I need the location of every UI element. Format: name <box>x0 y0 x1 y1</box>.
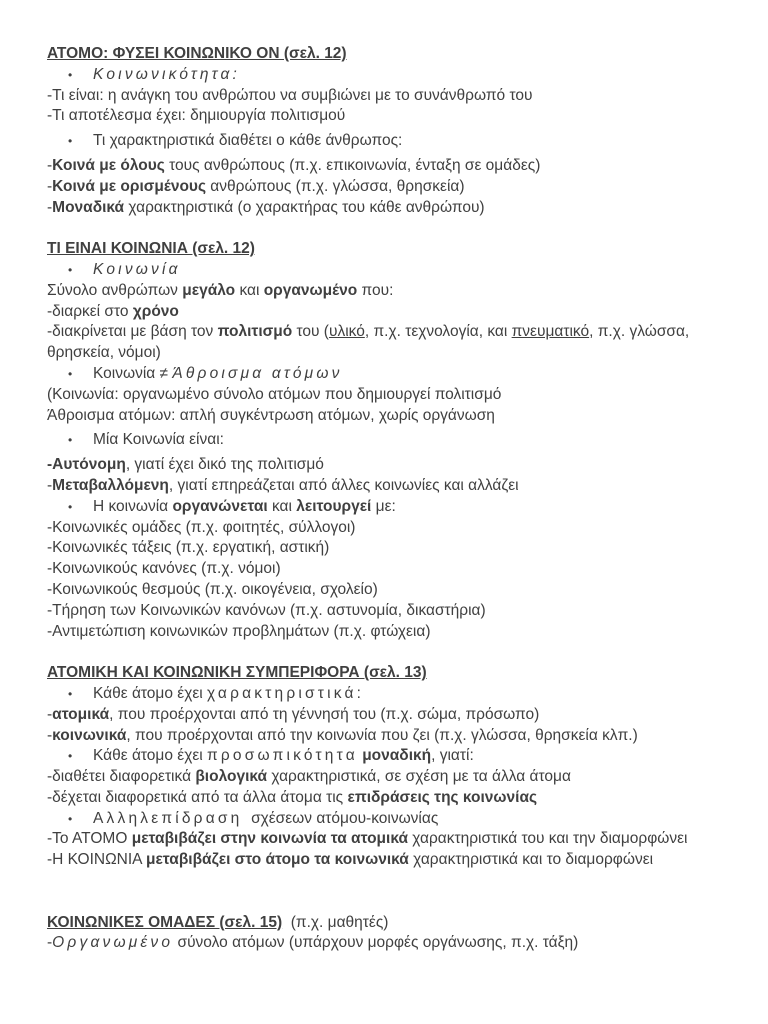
text-line: -Μεταβαλλόμενη, γιατί επηρεάζεται από άλλες κοινωνίες και αλλάζει <box>47 476 519 494</box>
text-line: -Κοινά με ορισμένους ανθρώπους (π.χ. γλώσσα, θρησκεία) <box>47 177 465 195</box>
text-line: -ατομικά, που προέρχονται από τη γέννησή του (π.χ. σώμα, πρόσωπο) <box>47 705 540 723</box>
section-4 <box>47 913 727 934</box>
text-line: -κοινωνικά, που προέρχονται από την κοινωνία που ζει (π.χ. γλώσσα, θρησκεία κλπ.) <box>47 726 638 744</box>
bullet-item: • Τι χαρακτηριστικά διαθέτει ο κάθε άνθρωπος: <box>47 131 727 152</box>
text-line: -διαρκεί στο χρόνο <box>47 302 179 320</box>
text-line: -διαθέτει διαφορετικά βιολογικά χαρακτηριστικά, σε σχέση με τα άλλα άτομα <box>47 768 571 786</box>
bullet-item: • Αλληλεπίδραση σχέσεων ατόμου-κοινωνίας <box>47 809 727 830</box>
list-item: -Κοινωνικούς κανόνες (π.χ. νόμοι) <box>47 560 281 578</box>
list-item: -Κοινωνικούς θεσμούς (π.χ. οικογένεια, σχολείο) <box>47 580 378 598</box>
text-line: -Τι αποτέλεσμα έχει: δημιουργία πολιτισμού <box>47 107 346 125</box>
section-1 <box>47 44 727 65</box>
section-heading: ΚΟΙΝΩΝΙΚΕΣ ΟΜΑΔΕΣ (σελ. 15) <box>47 913 283 931</box>
heading-note: (π.χ. μαθητές) <box>282 913 389 931</box>
text-line: -Κοινά με όλους τους ανθρώπους (π.χ. επικοινωνία, ένταξη σε ομάδες) <box>47 156 541 174</box>
bullet-item: • Κοινωνικότητα: <box>47 65 727 86</box>
list-item: -Κοινωνικές τάξεις (π.χ. εργατική, αστική) <box>47 539 330 557</box>
text-line: (Κοινωνία: οργανωμένο σύνολο ατόμων που δημιουργεί πολιτισμό <box>47 385 502 403</box>
section-heading: ΑΤΟΜΙΚΗ ΚΑΙ ΚΟΙΝΩΝΙΚΗ ΣΥΜΠΕΡΙΦΟΡΑ (σελ. 13) <box>47 664 427 682</box>
text-line: -Αυτόνομη, γιατί έχει δικό της πολιτισμό <box>47 456 324 474</box>
text-line: -δέχεται διαφορετικά από τα άλλα άτομα τις επιδράσεις της κοινωνίας <box>47 788 538 806</box>
list-item: -Τήρηση των Κοινωνικών κανόνων (π.χ. αστυνομία, δικαστήρια) <box>47 601 486 619</box>
text-line: -Η ΚΟΙΝΩΝΙΑ μεταβιβάζει στο άτομο τα κοινωνικά χαρακτηριστικά και το διαμορφώνει <box>47 851 654 869</box>
bullet-item: • Μία Κοινωνία είναι: <box>47 430 727 451</box>
document-body <box>47 44 727 954</box>
bullet-item: • Κάθε άτομο έχει χαρακτηριστικά: <box>47 684 727 705</box>
text-line: -Οργανωμένο σύνολο ατόμων (υπάρχουν μορφές οργάνωσης, π.χ. τάξη) <box>47 934 579 952</box>
bullet-item: • Η κοινωνία οργανώνεται και λειτουργεί με: <box>47 497 727 518</box>
list-item: -Αντιμετώπιση κοινωνικών προβλημάτων (π.χ. φτώχεια) <box>47 622 431 640</box>
bullet-item: • Κοινωνία <box>47 260 727 281</box>
list-item: -Κοινωνικές ομάδες (π.χ. φοιτητές, σύλλογοι) <box>47 518 356 536</box>
bullet-item: • Κάθε άτομο έχει προσωπικότητα μοναδική, γιατί: <box>47 746 727 767</box>
section-3 <box>47 663 727 684</box>
text-line: -Το ΑΤΟΜΟ μεταβιβάζει στην κοινωνία τα ατομικά χαρακτηριστικά του και την διαμορφώνει <box>47 830 688 848</box>
text-line: -Μοναδικά χαρακτηριστικά (ο χαρακτήρας του κάθε ανθρώπου) <box>47 198 485 216</box>
text-line: -Τι είναι: η ανάγκη του ανθρώπου να συμβιώνει με το συνάνθρωπό του <box>47 86 533 104</box>
section-heading: ΑΤΟΜΟ: ΦΥΣΕΙ ΚΟΙΝΩΝΙΚΟ ΟΝ (σελ. 12) <box>47 45 347 62</box>
text-line: -διακρίνεται με βάση τον πολιτισμό του (υλικό, π.χ. τεχνολογία, και πνευματικό, π.χ. γλώσσα, θρησκεία, νόμοι) <box>47 323 690 362</box>
text-line: Άθροισμα ατόμων: απλή συγκέντρωση ατόμων, χωρίς οργάνωση <box>47 406 495 424</box>
section-2 <box>47 239 727 260</box>
text-line: Σύνολο ανθρώπων μεγάλο και οργανωμένο που: <box>47 281 394 299</box>
section-heading: ΤΙ ΕΙΝΑΙ ΚΟΙΝΩΝΙΑ (σελ. 12) <box>47 240 255 258</box>
bullet-item: • Κοινωνία ≠ Άθροισμα ατόμων <box>47 364 727 385</box>
